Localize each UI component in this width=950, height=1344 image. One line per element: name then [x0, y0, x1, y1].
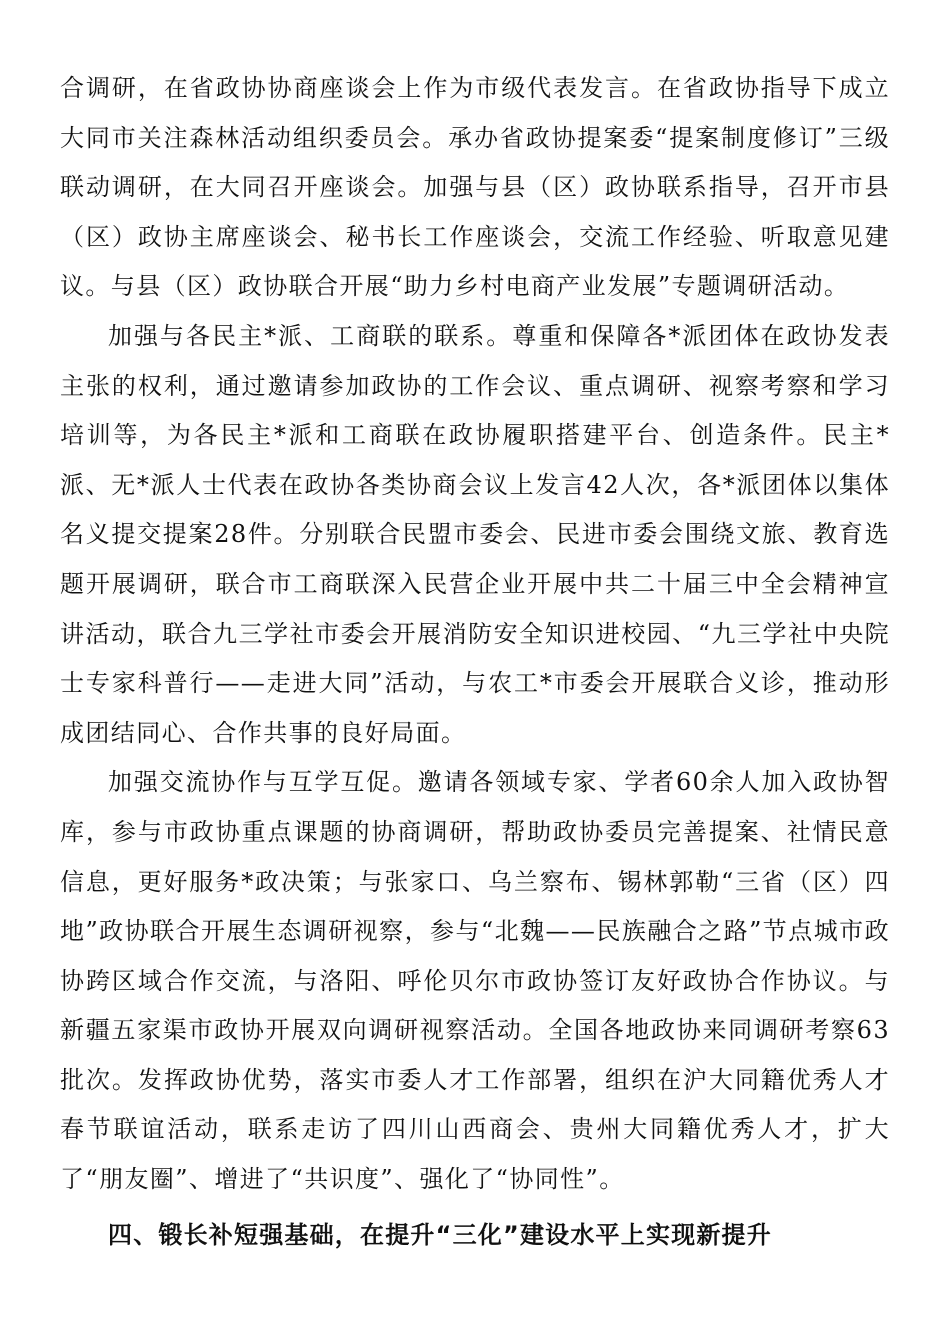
- section-heading: 四、锻长补短强基础，在提升“三化”建设水平上实现新提升: [108, 1220, 772, 1249]
- document-body: [60, 64, 890, 1260]
- paragraph-exchange-cooperation: 加强交流协作与互学互促。邀请各领域专家、学者60余人加入政协智库，参与市政协重点课题的协商调研，帮助政协委员完善提案、社情民意信息，更好服务*政决策；与张家口、乌兰察布、锡林郭勒“三省（区）四地”政协联合开展生态调研视察，参与“北魏——民族融合之路”节点城市政协跨区域合作交流，与洛阳、呼伦贝尔市政协签订友好政协合作协议。与新疆五家渠市政协开展双向调研视察活动。全国各地政协来同调研考察63批次。发挥政协优势，落实市委人才工作部署，组织在沪大同籍优秀人才春节联谊活动，联系走访了四川山西商会、贵州大同籍优秀人才，扩大了“朋友圈”、增进了“共识度”、强化了“协同性”。: [60, 768, 890, 1194]
- paragraph-democratic-parties: 加强与各民主*派、工商联的联系。尊重和保障各*派团体在政协发表主张的权利，通过邀请参加政协的工作会议、重点调研、视察考察和学习培训等，为各民主*派和工商联在政协履职搭建平台、创造条件。民主*派、无*派人士代表在政协各类协商会议上发言42人次，各*派团体以集体名义提交提案28件。分别联合民盟市委会、民进市委会围绕文旅、教育选题开展调研，联合市工商联深入民营企业开展中共二十届三中全会精神宣讲活动，联合九三学社市委会开展消防安全知识进校园、“九三学社中央院士专家科普行——走进大同”活动，与农工*市委会开展联合义诊，推动形成团结同心、合作共事的良好局面。: [60, 321, 890, 747]
- paragraph-continuation: 合调研，在省政协协商座谈会上作为市级代表发言。在省政协指导下成立大同市关注森林活动组织委员会。承办省政协提案委“提案制度修订”三级联动调研，在大同召开座谈会。加强与县（区）政协联系指导，召开市县（区）政协主席座谈会、秘书长工作座谈会，交流工作经验、听取意见建议。与县（区）政协联合开展“助力乡村电商产业发展”专题调研活动。: [60, 74, 890, 301]
